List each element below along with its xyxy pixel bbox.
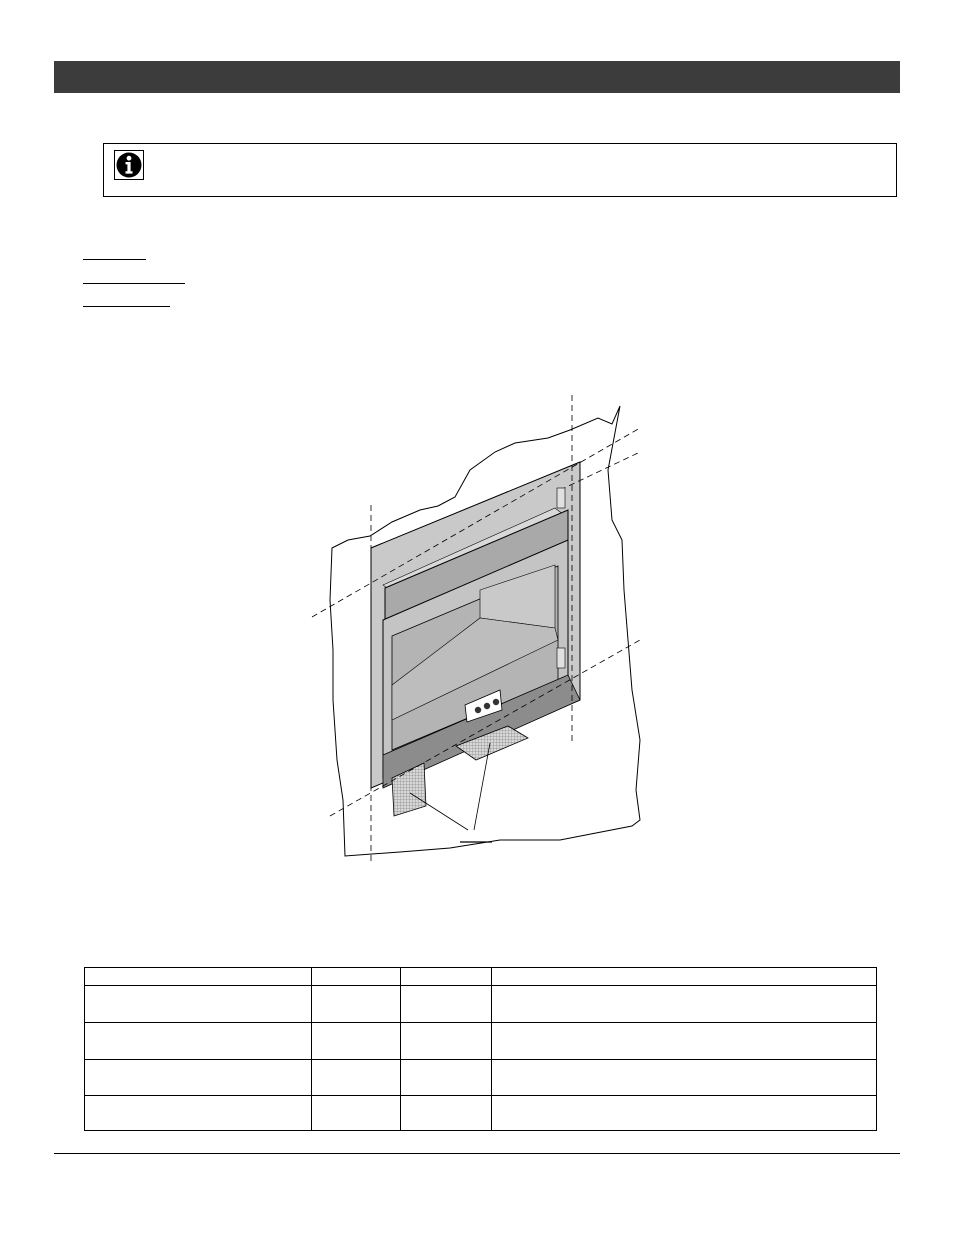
section-header-bar [54,61,900,93]
table-header-cell [409,985,451,986]
control-knob-icon [484,703,490,709]
underlined-link-3[interactable] [83,306,170,307]
underlined-link-2[interactable] [83,283,185,284]
table-row [85,985,876,986]
table-row [85,1059,876,1060]
control-knob-icon [493,699,499,705]
fireplace-framing-diagram [300,392,660,872]
spec-table [84,967,877,1131]
table-row [85,1022,876,1023]
control-knob-icon [475,707,481,713]
footer-rule [54,1153,900,1154]
table-column-divider [400,968,401,1130]
underlined-link-1[interactable] [83,259,146,260]
table-header-cell [319,985,367,986]
table-header-cell [499,985,543,986]
table-column-divider [491,968,492,1130]
info-note-box [103,143,897,197]
table-header-cell [93,985,137,986]
table-row [85,1095,876,1096]
table-column-divider [311,968,312,1130]
info-icon [114,150,144,180]
